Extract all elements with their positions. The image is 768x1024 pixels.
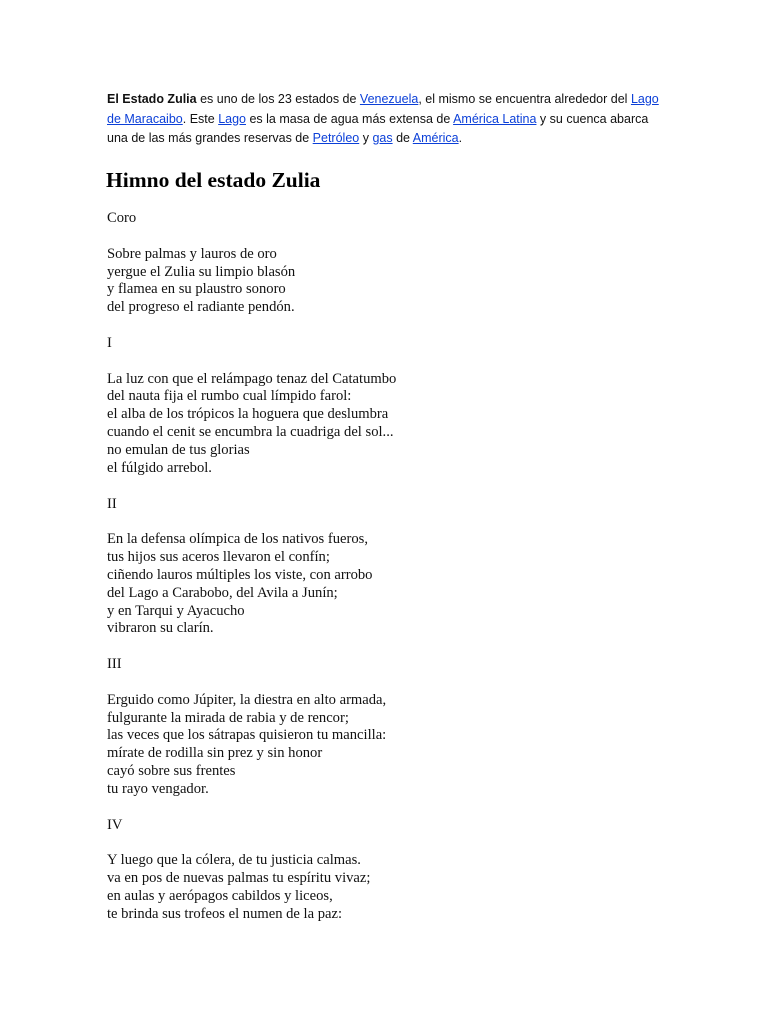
link-lago[interactable]: Lago <box>218 111 246 126</box>
verse-line: el alba de los trópicos la hoguera que deslumbra <box>107 406 389 423</box>
verse-line: En la defensa olímpica de los nativos fueros, <box>107 531 368 548</box>
verse-line: va en pos de nuevas palmas tu espíritu vivaz; <box>107 870 371 887</box>
link-america-latina[interactable]: América Latina <box>453 111 537 126</box>
verse-line: del Lago a Carabobo, del Avila a Junín; <box>107 584 338 601</box>
verse-line: tus hijos sus aceros llevaron el confín; <box>107 549 330 566</box>
verse-line: vibraron su clarín. <box>107 620 214 637</box>
verse-line: fulgurante la mirada de rabia y de rencor; <box>107 709 349 726</box>
verse-line: del progreso el radiante pendón. <box>107 299 295 316</box>
link-america[interactable]: América <box>412 131 459 145</box>
intro-paragraph <box>107 90 667 149</box>
intro-text: es uno de los 23 estados de <box>196 92 360 106</box>
verse-line: Y luego que la cólera, de tu justicia calmas. <box>107 852 361 869</box>
intro-text: es la masa de agua más extensa de <box>246 111 454 126</box>
stanza-1-heading: I <box>107 334 112 351</box>
intro-text: de <box>392 131 413 145</box>
stanza-4 <box>107 852 396 923</box>
verse-line: yergue el Zulia su limpio blasón <box>107 263 296 280</box>
verse-line: cuando el cenit se encumbra la cuadriga del sol... <box>107 424 394 441</box>
intro-text: , el mismo se encuentra alrededor del <box>418 92 631 106</box>
intro-text: . Este <box>182 111 219 126</box>
verse-line: cayó sobre sus frentes <box>107 763 236 780</box>
state-name: El Estado Zulia <box>107 92 197 106</box>
hymn-text <box>107 210 396 942</box>
verse-line: del nauta fija el rumbo cual límpido farol: <box>107 388 352 405</box>
link-lago-de-maracaibo-cont[interactable]: de Maracaibo <box>107 111 183 126</box>
verse-line: tu rayo vengador. <box>107 781 209 797</box>
stanza-3-heading-block <box>107 656 396 674</box>
verse-line: no emulan de tus glorias <box>107 441 250 458</box>
link-petroleo[interactable]: Petróleo <box>312 131 360 145</box>
intro-text: y <box>359 131 373 145</box>
verse-line: La luz con que el relámpago tenaz del Catatumbo <box>107 370 397 387</box>
intro-text: una de las más grandes reservas de <box>107 131 313 145</box>
verse-line: y en Tarqui y Ayacucho <box>107 602 245 619</box>
verse-line: ciñendo lauros múltiples los viste, con arrobo <box>107 566 373 583</box>
stanza-2-heading-block <box>107 496 396 514</box>
verse-line: Sobre palmas y lauros de oro <box>107 245 277 262</box>
stanza-2 <box>107 531 396 638</box>
link-gas[interactable]: gas <box>372 131 393 145</box>
link-venezuela[interactable]: Venezuela <box>359 92 419 106</box>
verse-line: las veces que los sátrapas quisieron tu mancilla: <box>107 727 387 744</box>
stanza-1 <box>107 371 396 478</box>
stanza-3 <box>107 692 396 799</box>
intro-text: y su cuenca abarca <box>536 111 649 126</box>
stanza-2-heading: II <box>107 495 117 512</box>
stanza-1-heading-block <box>107 335 396 353</box>
verse-line: el fúlgido arrebol. <box>107 459 212 476</box>
verse-line: Erguido como Júpiter, la diestra en alto armada, <box>107 691 387 708</box>
coro-heading-block <box>107 210 396 228</box>
coro-heading: Coro <box>107 210 137 226</box>
link-lago-de-maracaibo[interactable]: Lago <box>630 92 659 106</box>
page-title: Himno del estado Zulia <box>106 168 321 192</box>
verse-line: mírate de rodilla sin prez y sin honor <box>107 745 323 762</box>
verse-line: en aulas y aerópagos cabildos y liceos, <box>107 888 333 905</box>
stanza-4-heading: IV <box>107 816 123 833</box>
intro-text: . <box>458 131 463 145</box>
verse-line: te brinda sus trofeos el numen de la paz: <box>107 905 343 922</box>
stanza-4-heading-block <box>107 817 396 835</box>
stanza-3-heading: III <box>107 656 122 673</box>
verse-line: y flamea en su plaustro sonoro <box>107 281 286 298</box>
coro-stanza <box>107 246 396 317</box>
